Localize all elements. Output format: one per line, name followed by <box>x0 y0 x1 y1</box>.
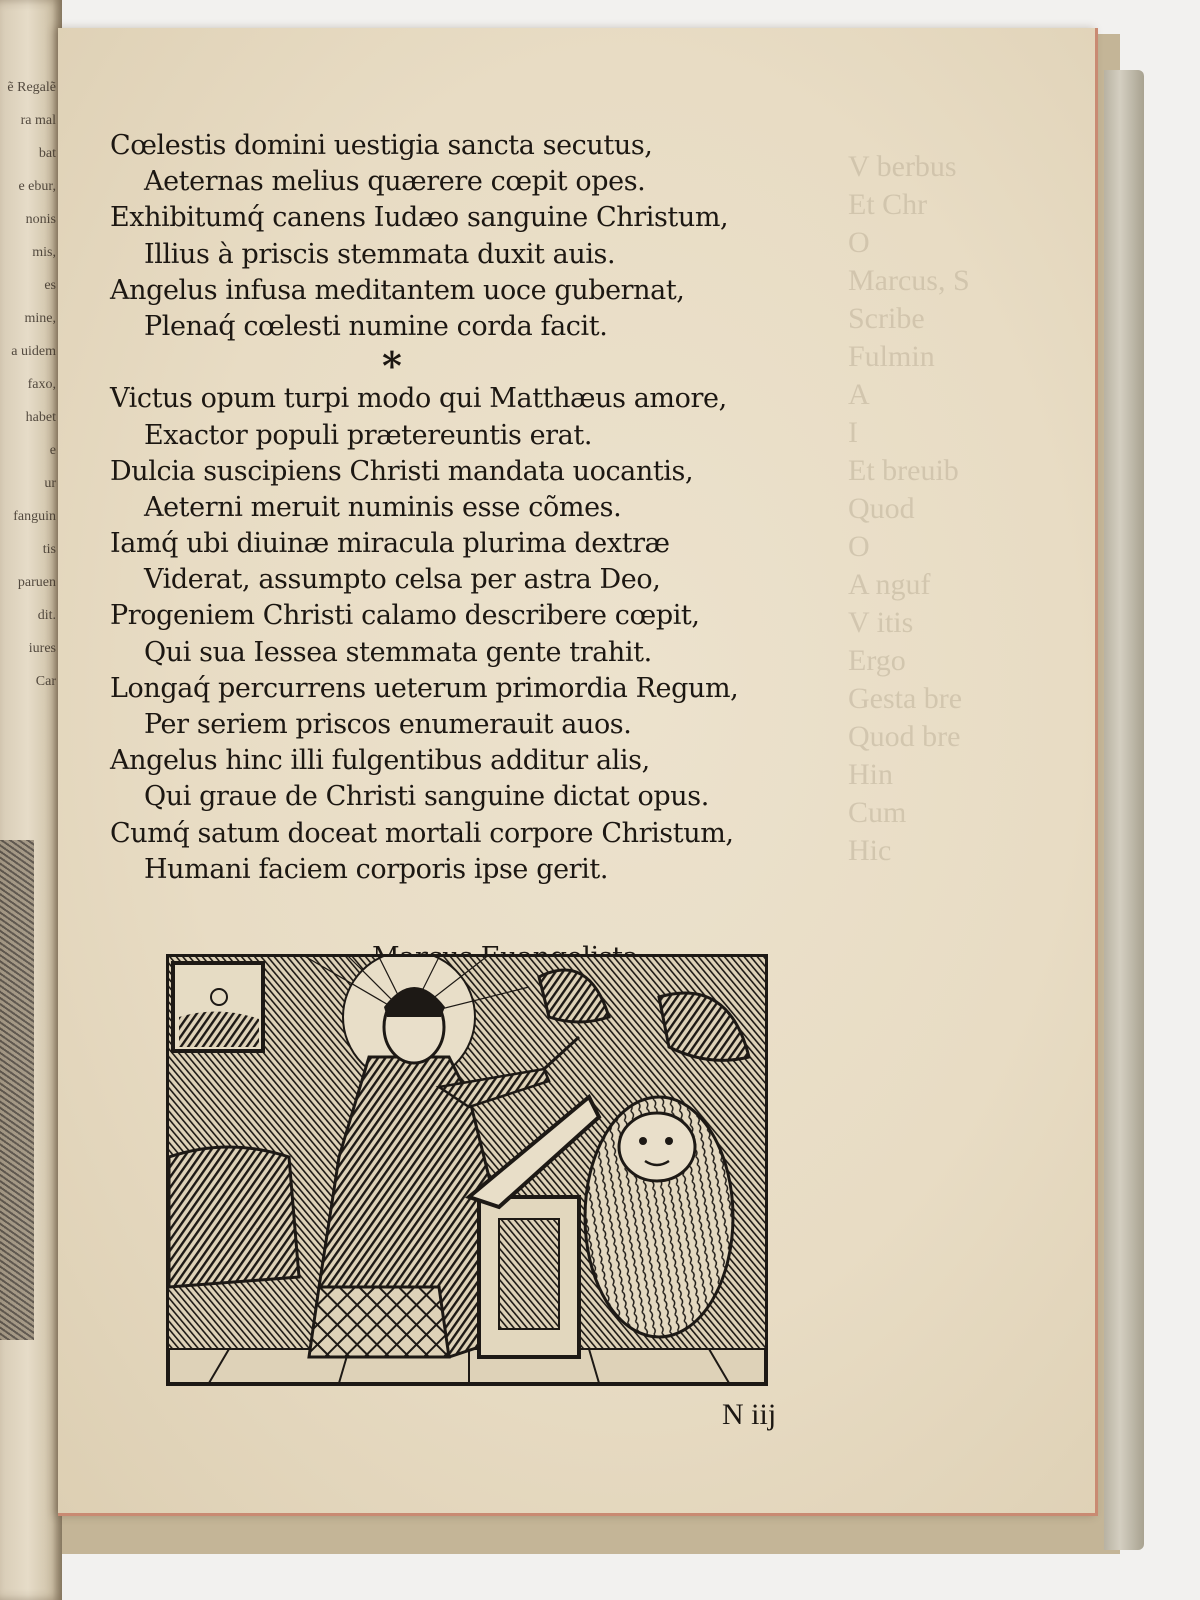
bleed-through-line: V berbus <box>848 150 957 183</box>
stanza-2 <box>110 381 970 888</box>
bleed-through-line: Scribe <box>848 302 925 335</box>
bleed-through-line: Et breuib <box>848 454 959 487</box>
bleed-through-line: V itis <box>848 606 914 639</box>
verse-line: Iamq́ ubi diuinæ miracula plurima dextræ <box>110 528 670 560</box>
left-page-fragment: nonis <box>25 212 56 227</box>
verse-line: Longaq́ percurrens ueterum primordia Regum, <box>110 672 739 704</box>
stool <box>309 1287 449 1357</box>
left-facing-page <box>0 0 62 1600</box>
back-cover-edge <box>1104 70 1144 1550</box>
left-page-fragment: ẽ Regalẽ <box>7 80 56 95</box>
lion-face <box>619 1113 695 1181</box>
verse-line: Exhibitumq́ canens Iudæo sanguine Christum, <box>110 202 729 234</box>
left-page-fragment: dit. <box>37 608 56 623</box>
bleed-through-line: A <box>848 378 870 411</box>
poem <box>110 128 970 888</box>
verse-line: Illius à priscis stemmata duxit auis. <box>144 238 616 270</box>
verse-line: Viderat, assumpto celsa per astra Deo, <box>144 564 661 596</box>
bleed-through-line: Et Chr <box>848 188 928 221</box>
left-page-fragment: paruen <box>17 575 56 590</box>
verse-line: Per seriem priscos enumerauit auos. <box>144 709 632 740</box>
verse-line: Plenaq́ cœlesti numine corda facit. <box>144 310 608 342</box>
left-page-fragment: es <box>44 278 56 293</box>
woodcut-illustration <box>166 954 768 1386</box>
bleed-through-line: Fulmin <box>848 340 935 373</box>
bleed-through-line: Hic <box>848 834 892 867</box>
verse-line: Angelus hinc illi fulgentibus additur alis, <box>110 745 650 777</box>
left-page-fragment: iures <box>28 641 56 656</box>
bleed-through-line: Quod bre <box>848 720 961 753</box>
bleed-through-line: I <box>848 416 858 449</box>
left-page-fragment: ur <box>44 476 56 491</box>
left-page-fragment: habet <box>25 410 56 425</box>
left-page-woodcut-fragment <box>0 840 34 1340</box>
stanza-1 <box>110 128 970 345</box>
bleed-through-line: Quod <box>848 492 915 525</box>
left-page-fragment: a uidem <box>11 344 56 359</box>
floor <box>169 1349 765 1383</box>
signature-mark: N iij <box>722 1398 777 1431</box>
left-page-fragment: ra mal <box>20 113 56 128</box>
verse-line: Cumq́ satum doceat mortali corpore Christum, <box>110 817 734 849</box>
verse-line: Cœlestis domini uestigia sancta secutus, <box>110 130 653 161</box>
left-page-fragment: bat <box>38 146 56 161</box>
left-page-fragment: e ebur, <box>18 179 56 194</box>
left-page-fragment: mis, <box>32 245 56 260</box>
bleed-through-line: Ergo <box>848 644 906 677</box>
left-page-fragment: mine, <box>24 311 56 326</box>
bench <box>169 1147 299 1287</box>
left-page-fragment: fanguin <box>13 509 56 524</box>
bleed-through-line: O <box>848 226 870 259</box>
verse-line: Qui graue de Christi sanguine dictat opus. <box>144 781 709 813</box>
asterisk-separator: * <box>382 343 402 389</box>
verse-line: Progeniem Christi calamo describere cœpit, <box>110 600 700 632</box>
bleed-through-line: Cum <box>848 796 907 829</box>
left-page-fragment: e <box>49 443 56 458</box>
verse-line: Aeterni meruit numinis esse cõmes. <box>144 491 622 523</box>
verse-line: Dulcia suscipiens Christi mandata uocantis, <box>110 455 694 487</box>
left-page-fragment: tis <box>42 542 56 557</box>
verse-line: Humani faciem corporis ipse gerit. <box>144 853 609 885</box>
left-page-fragment: Car <box>35 674 56 689</box>
verse-line: Angelus infusa meditantem uoce gubernat, <box>110 274 685 306</box>
left-page-fragment: faxo, <box>27 377 56 392</box>
bleed-through-line: Gesta bre <box>848 682 963 715</box>
verse-line: Exactor populi prætereuntis erat. <box>144 419 593 451</box>
verse-line: Qui sua Iessea stemmata gente trahit. <box>144 636 652 668</box>
verse-line: Aeternas melius quærere cœpit opes. <box>144 166 646 198</box>
verse-line: Victus opum turpi modo qui Matthæus amore, <box>110 383 727 415</box>
bleed-through-line: O <box>848 530 870 563</box>
bleed-through-line: Marcus, S <box>848 264 970 297</box>
bleed-through-line: Hin <box>848 758 893 791</box>
bleed-through-line: A nguf <box>848 568 931 601</box>
